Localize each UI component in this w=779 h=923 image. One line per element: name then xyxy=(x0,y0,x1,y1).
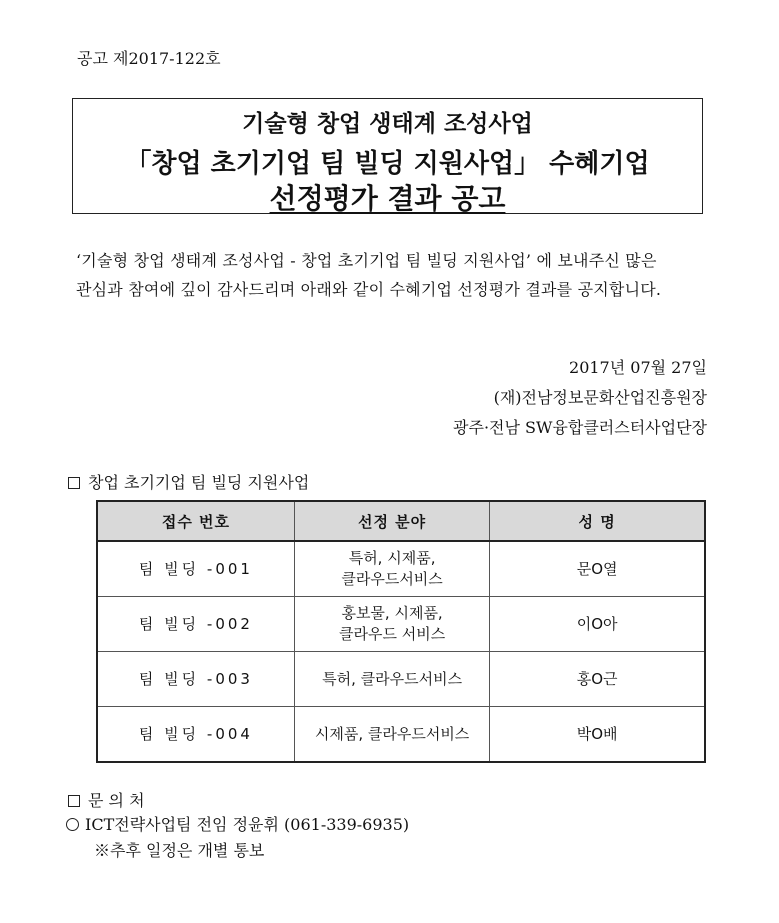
contact-info-text: ICT전략사업팀 전임 정윤휘 (061-339-6935) xyxy=(85,815,410,834)
title-line-3: 선정평가 결과 공고 xyxy=(269,182,506,215)
results-table xyxy=(96,500,706,763)
table-row xyxy=(97,597,705,652)
receipt-number-cell: 팀 빌딩 -002 xyxy=(97,597,294,652)
receipt-number-cell: 팀 빌딩 -001 xyxy=(97,541,294,597)
contact-heading xyxy=(68,788,145,811)
schedule-note: ※추후 일정은 개별 통보 xyxy=(94,841,265,860)
selected-field-cell: 특허, 클라우드서비스 xyxy=(294,652,489,707)
title-line-2: 「창업 초기기업 팀 빌딩 지원사업」 수혜기업 xyxy=(125,149,650,179)
receipt-number-cell: 팀 빌딩 -004 xyxy=(97,707,294,763)
contact-info xyxy=(66,812,409,835)
contact-heading-label: 문 의 처 xyxy=(88,791,145,810)
field-line-1: 특허, 시제품, xyxy=(348,549,436,567)
table-header-row xyxy=(97,501,705,541)
selected-field-cell xyxy=(294,597,489,652)
header-receipt-number: 접수 번호 xyxy=(97,501,294,541)
field-line-1: 홍보물, 시제품, xyxy=(341,604,443,622)
name-cell: 홍O근 xyxy=(490,652,705,707)
name-cell: 이O아 xyxy=(490,597,705,652)
field-line-2: 클라우드 서비스 xyxy=(338,625,446,643)
signature-org-1: (재)전남정보문화산업진흥원장 xyxy=(493,388,707,407)
table-row xyxy=(97,652,705,707)
checkbox-bullet-icon xyxy=(68,795,80,807)
title-line-1: 기술형 창업 생태계 조성사업 xyxy=(242,111,533,137)
receipt-number-cell: 팀 빌딩 -003 xyxy=(97,652,294,707)
selected-field-cell xyxy=(294,541,489,597)
header-name: 성 명 xyxy=(490,501,705,541)
name-cell: 문O열 xyxy=(490,541,705,597)
announcement-date: 2017년 07월 27일 xyxy=(569,358,707,377)
signature-org-2: 광주·전남 SW융합클러스터사업단장 xyxy=(453,418,707,437)
table-row xyxy=(97,707,705,763)
name-cell: 박O배 xyxy=(490,707,705,763)
notice-number: 공고 제2017-122호 xyxy=(77,49,221,68)
field-line-2: 클라우드서비스 xyxy=(341,570,443,588)
section-heading xyxy=(68,470,309,493)
checkbox-bullet-icon xyxy=(68,477,80,489)
title-box xyxy=(72,98,703,214)
circle-bullet-icon xyxy=(66,818,79,831)
table-row xyxy=(97,541,705,597)
intro-line-2: 관심과 참여에 깊이 감사드리며 아래와 같이 수혜기업 선정평가 결과를 공지합니다. xyxy=(76,280,662,299)
intro-paragraph xyxy=(76,246,716,304)
header-selected-field: 선정 분야 xyxy=(294,501,489,541)
section-heading-label: 창업 초기기업 팀 빌딩 지원사업 xyxy=(88,473,310,492)
intro-line-1: ‘기술형 창업 생태계 조성사업 - 창업 초기기업 팀 빌딩 지원사업’ 에 보내주신 많은 xyxy=(76,251,657,270)
selected-field-cell: 시제품, 클라우드서비스 xyxy=(294,707,489,763)
